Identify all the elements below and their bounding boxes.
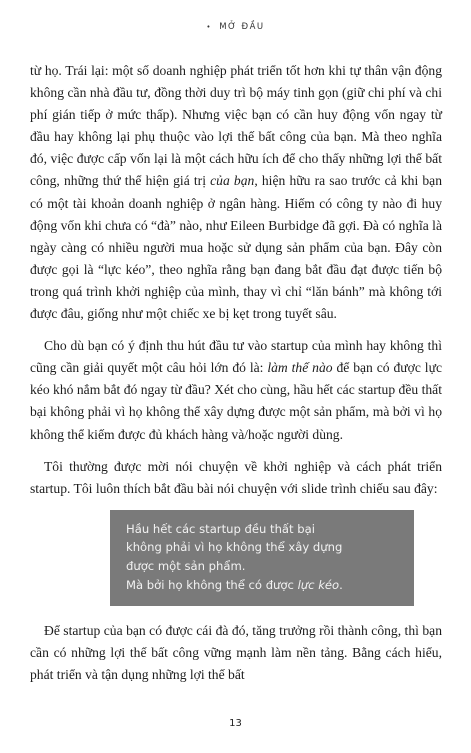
body-text [30, 60, 442, 696]
quote-line-1: Hầu hết các startup đều thất bại [126, 521, 315, 536]
paragraph-2-text-a: Cho dù bạn có ý định thu hút đầu tư vào startup của mình hay không thì cũng cần giải quyết một câu hỏi lớn đó là: [30, 338, 442, 376]
paragraph-3-text: Tôi thường được mời nói chuyện về khởi nghiệp và cách phát triển startup. Tôi luôn thích bắt đầu bài nói chuyện với slide trình chiếu sau đây: [30, 458, 442, 496]
paragraph-4-text: Để startup của bạn có được cái đà đó, tăng trưởng rồi thành công, thì bạn cần có những lợi thế bất công vững mạnh làm nền tảng. Bằng cách hiểu, phát triển và tận dụng những lợi thế bất [30, 623, 442, 683]
paragraph-1 [30, 60, 442, 325]
running-head [0, 22, 471, 32]
quote-italic: lực kéo [297, 577, 340, 592]
paragraph-2 [30, 335, 442, 445]
paragraph-2-italic: làm thế nào [267, 360, 333, 376]
page-number: 13 [229, 718, 242, 729]
paragraph-1-text-b: , hiện hữu ra sao trước cả khi bạn có một tài khoản doanh nghiệp ở ngân hàng. Hiếm có công ty nào đi huy động vốn khi chưa có “đà” nào, như Eileen Burbidge đã gợi. Đà có nghĩa là ngày càng có nhiều người mua hoặc sử dụng sản phẩm của bạn. Đây còn được gọi là “lực kéo”, theo nghĩa rằng bạn đang bắt đầu đạt được tiến bộ trong quá trình khởi nghiệp của mình, thay vì chỉ “lăn bánh” mà không tới được đâu, giống như một chiếc xe bị kẹt trong tuyết sâu. [30, 173, 443, 322]
paragraph-2-text-b: để bạn có được lực kéo khó nắm bắt đó ngay từ đầu? Xét cho cùng, hầu hết các startup đều thất bại không phải vì họ không thể xây dựng được một sản phẩm, mà bởi vì họ không thể kiếm được đủ khách hàng và/hoặc người dùng. [30, 360, 442, 442]
quote-line-3: được một sản phẩm. [126, 558, 246, 573]
quote-line-4-end: . [339, 577, 343, 592]
quote-line-2: không phải vì họ không thể xây dựng [126, 540, 343, 555]
bullet-glyph: • [206, 23, 212, 31]
paragraph-3 [30, 456, 442, 500]
paragraph-1-italic: của bạn [210, 173, 255, 189]
slide-quote-box [110, 510, 414, 606]
quote-line-4 [126, 576, 398, 595]
paragraph-1-text-a: từ họ. Trái lại: một số doanh nghiệp phát triển tốt hơn khi tự thân vận động không cần nhà đầu tư, đồng thời duy trì bộ máy tinh gọn (giữ chi phí và chi phí gián tiếp ở mức thấp). Nhưng việc bạn có cần huy động vốn ngay từ đầu hay không lại phụ thuộc vào lợi thế bất công của bạn. Mà theo nghĩa đó, việc được cấp vốn lại là một cách hữu ích để cho thấy những lợi thế bất công, những thứ thể hiện giá trị [30, 63, 442, 189]
quote-line-4-text: Mà bởi họ không thể có được [126, 577, 298, 592]
chapter-title: MỞ ĐẦU [219, 22, 265, 32]
paragraph-4 [30, 620, 442, 686]
